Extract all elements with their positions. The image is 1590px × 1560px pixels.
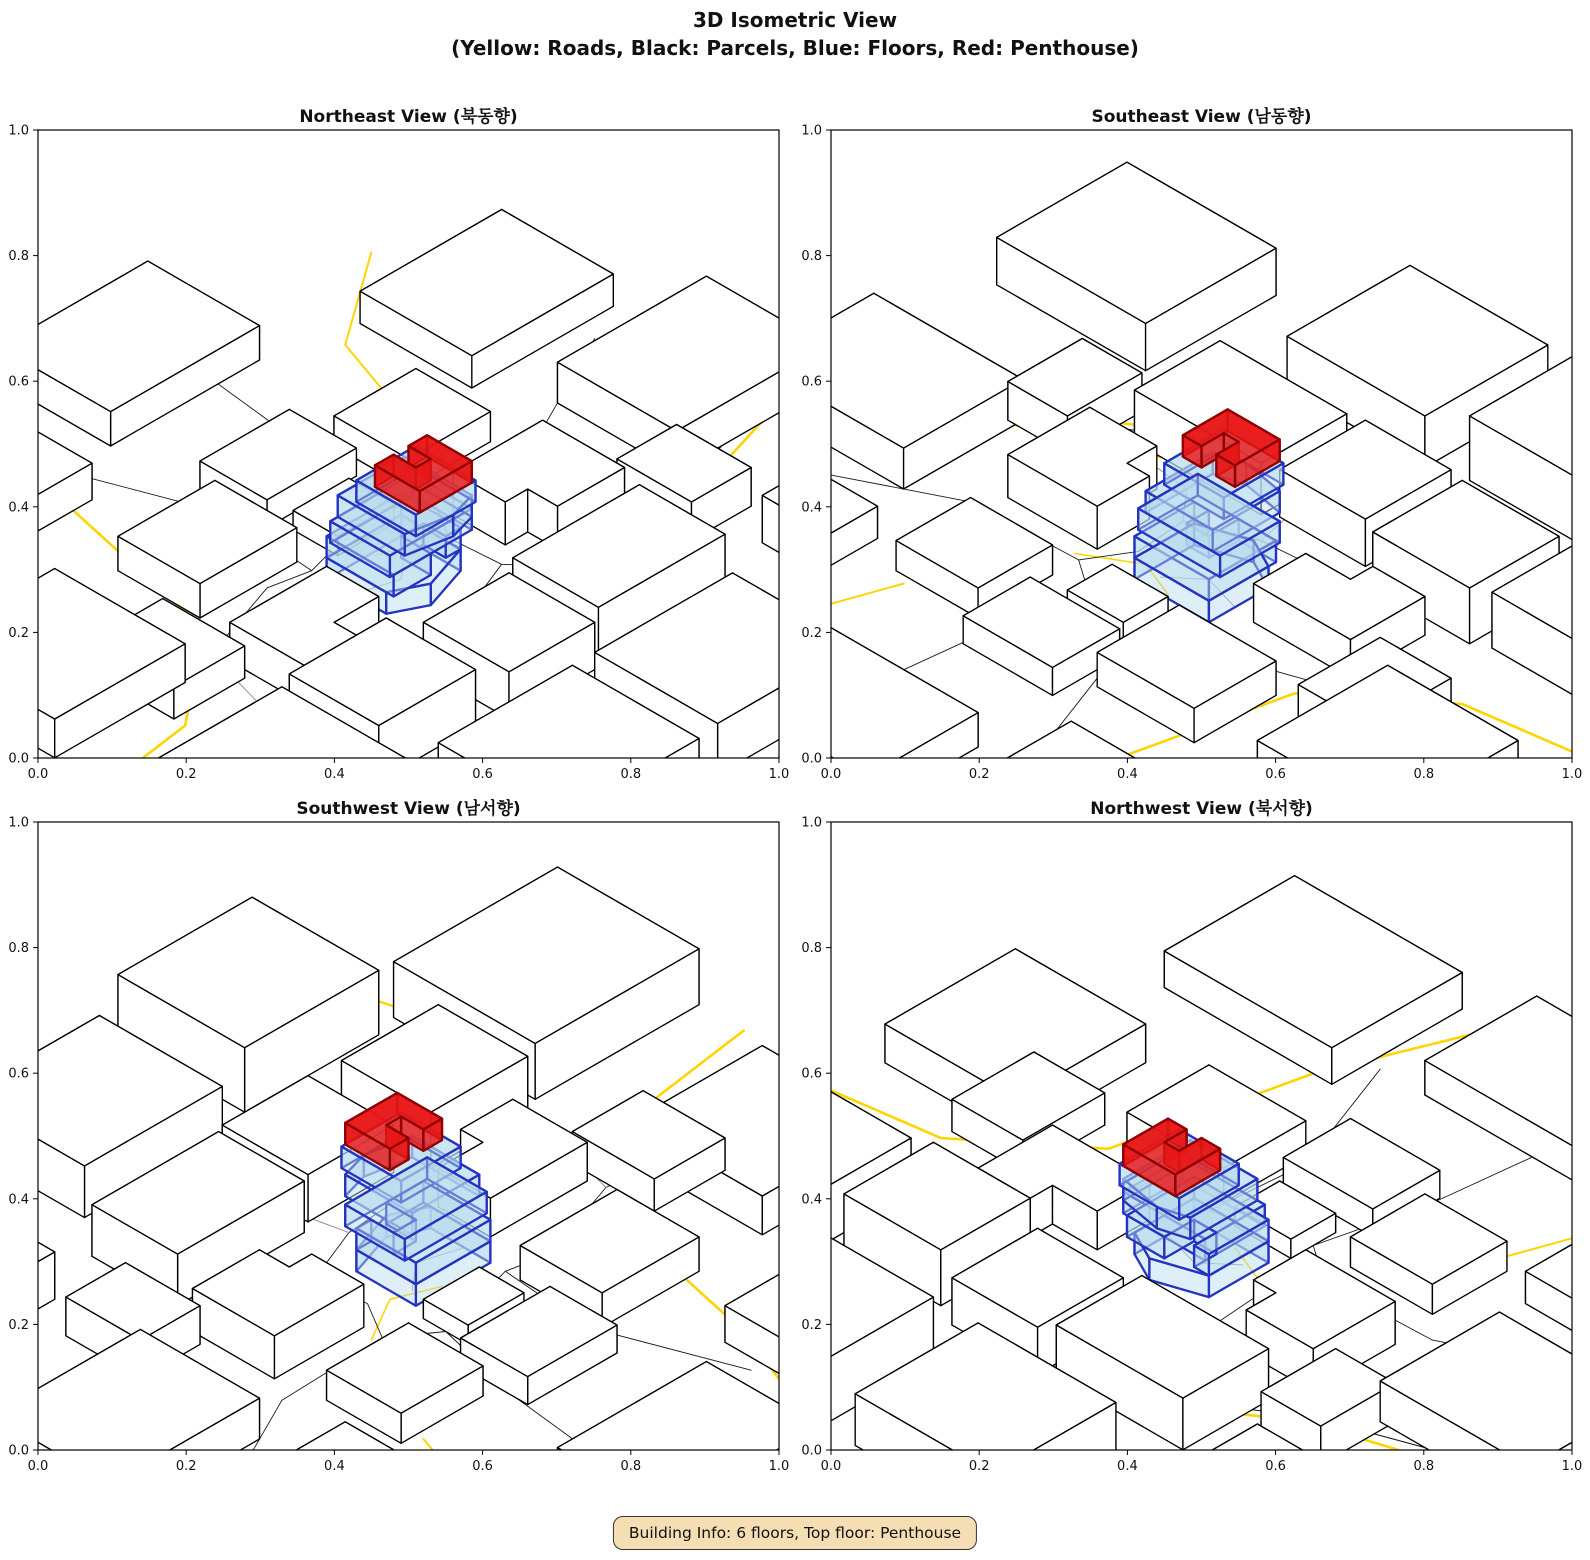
x-tick-label: 0.2 [175, 767, 197, 782]
y-tick-label: 0.8 [8, 249, 29, 265]
y-tick-label: 0.2 [801, 625, 822, 641]
x-tick-label: 0.2 [968, 767, 990, 782]
y-tick-label: 0.6 [8, 1066, 29, 1082]
y-tick-label: 0.0 [801, 1443, 822, 1459]
y-tick-label: 0.8 [801, 249, 822, 265]
panel-northeast [8, 107, 790, 782]
y-tick-label: 0.2 [801, 1317, 822, 1333]
figure-title-line1: 3D Isometric View [692, 8, 898, 32]
x-tick-label: 0.4 [1117, 1459, 1138, 1474]
y-tick-label: 0.0 [8, 751, 29, 767]
x-tick-label: 0.6 [472, 767, 493, 782]
x-tick-label: 0.2 [175, 1459, 197, 1474]
y-tick-label: 0.8 [801, 941, 822, 957]
figure-title [0, 6, 1590, 62]
x-tick-label: 1.0 [768, 767, 790, 782]
x-tick-label: 0.0 [820, 1459, 842, 1474]
x-tick-label: 1.0 [1561, 767, 1583, 782]
x-tick-label: 0.4 [324, 767, 345, 782]
panel-southeast [801, 107, 1583, 782]
y-tick-label: 0.8 [8, 941, 29, 957]
y-tick-label: 0.6 [801, 1066, 822, 1082]
x-tick-label: 0.2 [968, 1459, 990, 1474]
panel-northwest [801, 799, 1583, 1474]
figure-title-line2: (Yellow: Roads, Black: Parcels, Blue: Floors, Red: Penthouse) [451, 36, 1139, 60]
y-tick-label: 0.6 [801, 374, 822, 390]
x-tick-label: 0.8 [620, 1459, 642, 1474]
x-tick-label: 0.4 [1117, 767, 1138, 782]
panel-title-northeast: Northeast View (북동향) [299, 107, 518, 127]
x-tick-label: 0.6 [1265, 767, 1286, 782]
panel-southwest [8, 799, 790, 1474]
x-tick-label: 1.0 [1561, 1459, 1583, 1474]
y-tick-label: 1.0 [801, 123, 822, 139]
y-tick-label: 0.4 [8, 500, 29, 516]
x-tick-label: 0.0 [820, 767, 842, 782]
y-tick-label: 0.4 [801, 1192, 822, 1208]
y-tick-label: 1.0 [801, 815, 822, 831]
x-tick-label: 0.0 [27, 767, 49, 782]
scene-northeast [8, 123, 790, 782]
y-tick-label: 0.2 [8, 1317, 29, 1333]
x-tick-label: 0.8 [620, 767, 642, 782]
y-tick-label: 0.4 [8, 1192, 29, 1208]
building-info-badge: Building Info: 6 floors, Top floor: Penthouse [613, 1516, 977, 1550]
y-tick-label: 0.4 [801, 500, 822, 516]
x-tick-label: 0.0 [27, 1459, 49, 1474]
scene-northwest [801, 815, 1583, 1474]
x-tick-label: 0.8 [1413, 767, 1435, 782]
y-tick-label: 0.6 [8, 374, 29, 390]
x-tick-label: 1.0 [768, 1459, 790, 1474]
y-tick-label: 0.0 [8, 1443, 29, 1459]
scene-southeast [801, 123, 1583, 782]
panel-title-southeast: Southeast View (남동향) [1091, 107, 1312, 127]
y-tick-label: 0.2 [8, 625, 29, 641]
x-tick-label: 0.8 [1413, 1459, 1435, 1474]
panel-title-southwest: Southwest View (남서향) [296, 799, 521, 819]
scene-southwest [8, 815, 790, 1474]
panel-title-northwest: Northwest View (북서향) [1090, 799, 1313, 819]
x-tick-label: 0.4 [324, 1459, 345, 1474]
y-tick-label: 0.0 [801, 751, 822, 767]
x-tick-label: 0.6 [472, 1459, 493, 1474]
y-tick-label: 1.0 [8, 123, 29, 139]
x-tick-label: 0.6 [1265, 1459, 1286, 1474]
y-tick-label: 1.0 [8, 815, 29, 831]
